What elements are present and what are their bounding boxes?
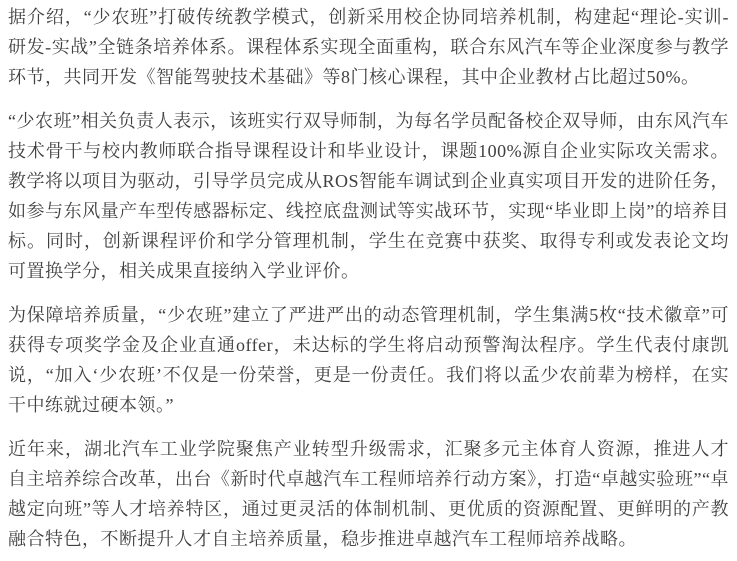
article-paragraph-2: “少农班”相关负责人表示，该班实行双导师制，为每名学员配备校企双导师，由东风汽车技术骨干与校内教师联合指导课程设计和毕业设计，课题100%源自企业实际攻关需求。教学将以项目为驱动，引导学员完成从ROS智能车调试到企业真实项目开发的进阶任务，如参与东风量产车型传感器标定、线控底盘测试等实战环节，实现“毕业即上岗”的培养目标。同时，创新课程评价和学分管理机制，学生在竞赛中获奖、取得专利或发表论文均可置换学分，相关成果直接纳入学业评价。 <box>8 111 730 281</box>
article-paragraph-3: 为保障培养质量，“少农班”建立了严进严出的动态管理机制，学生集满5枚“技术徽章”可获得专项奖学金及企业直通offer，未达标的学生将启动预警淘汰程序。学生代表付康凯说，“加入‘少农班’不仅是一份荣誉，更是一份责任。我们将以孟少农前辈为榜样，在实干中练就过硬本领。” <box>8 305 729 415</box>
article-paragraph-4: 近年来，湖北汽车工业学院聚焦产业转型升级需求，汇聚多元主体育人资源，推进人才自主培养综合改革，出台《新时代卓越汽车工程师培养行动方案》，打造“卓越实验班”“卓越定向班”等人才培养特区，通过更灵活的体制机制、更优质的资源配置、更鲜明的产教融合特色，不断提升人才自主培养质量，稳步推进卓越汽车工程师培养战略。 <box>8 439 729 549</box>
article-paragraph-1: 据介绍，“少农班”打破传统教学模式，创新采用校企协同培养机制，构建起“理论-实训-研发-实战”全链条培养体系。课程体系实现全面重构，联合东风汽车等企业深度参与教学环节，共同开发《智能驾驶技术基础》等8门核心课程，其中企业教材占比超过50%。 <box>8 7 729 87</box>
